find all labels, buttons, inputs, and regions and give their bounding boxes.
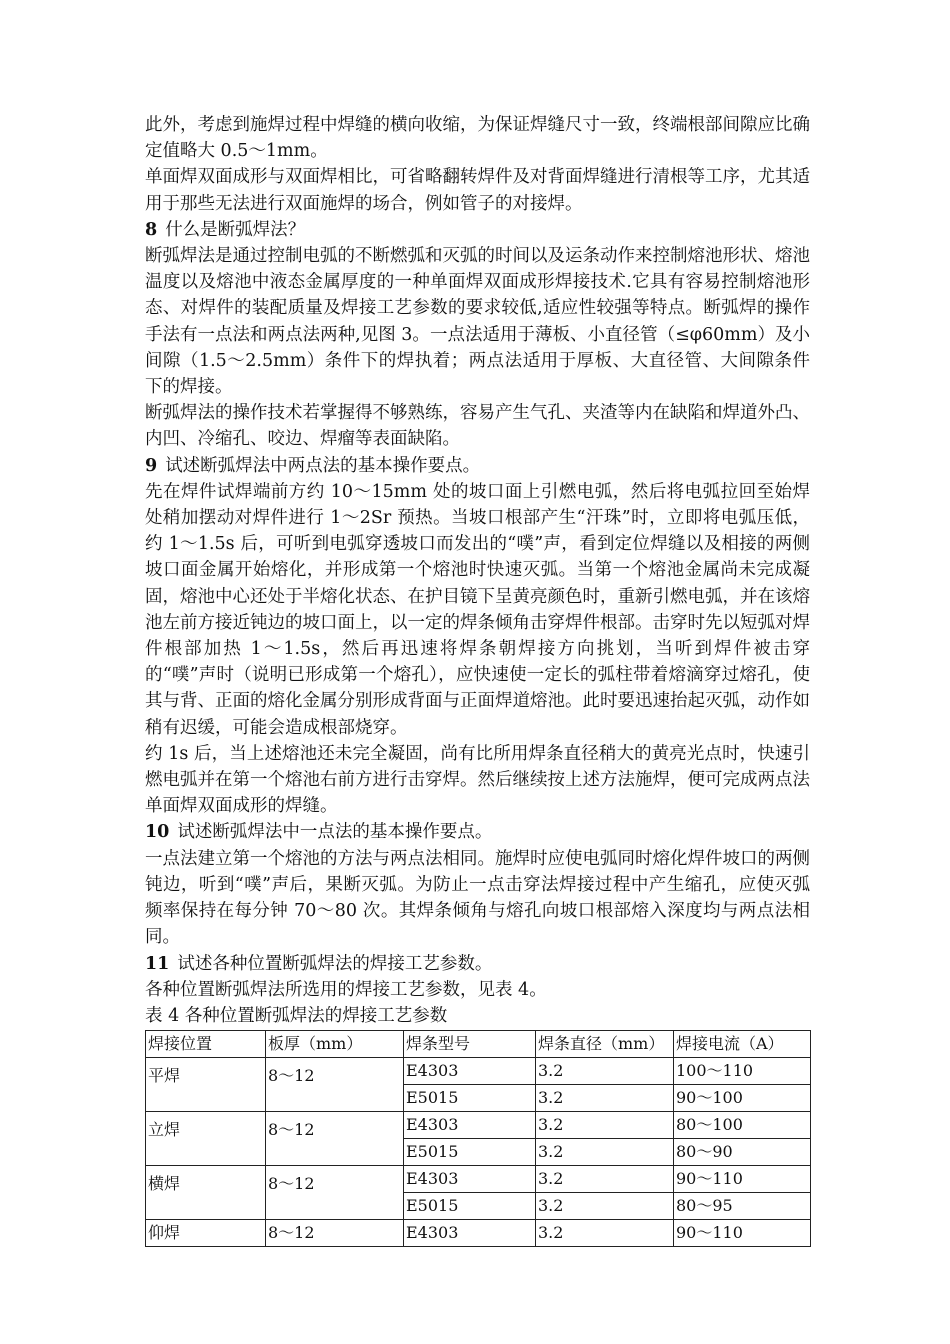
model-cell: E4303: [404, 1112, 536, 1139]
heading-number: 10: [145, 822, 170, 843]
body-paragraph: 断弧焊法是通过控制电弧的不断燃弧和灭弧的时间以及运条动作来控制熔池形状、熔池温度以及熔池中液态金属厚度的一种单面焊双面成形焊接技术.它具有容易控制熔池形态、对焊件的装配质量及焊接工艺参数的要求较低,适应性较强等特点。断弧焊的操作手法有一点法和两点法两种,见图 3。一点法适用于薄板、小直径管（≤φ60mm）及小间隙（1.5～2.5mm）条件下的焊执着；两点法适用于厚板、大直径管、大间隙条件下的焊接。: [145, 246, 810, 398]
table-row: [146, 1220, 811, 1247]
body-paragraph: 此外，考虑到施焊过程中焊缝的横向收缩，为保证焊缝尺寸一致，终端根部间隙应比确定值略大 0.5～1mm。: [145, 115, 810, 162]
position-cell: 立焊: [146, 1112, 266, 1166]
diameter-cell: 3.2: [536, 1193, 674, 1220]
header-cell: 焊接电流（A）: [674, 1031, 811, 1058]
heading-text: 试述断弧焊法中两点法的基本操作要点。: [165, 455, 481, 476]
diameter-cell: 3.2: [536, 1085, 674, 1112]
body-paragraph: 断弧焊法的操作技术若掌握得不够熟练，容易产生气孔、夹渣等内在缺陷和焊道外凸、内凹、冷缩孔、咬边、焊瘤等表面缺陷。: [145, 403, 810, 450]
welding-parameters-table: [145, 1030, 811, 1247]
current-cell: 90～110: [674, 1166, 811, 1193]
current-cell: 90～110: [674, 1220, 811, 1247]
thickness-cell: 8～12: [266, 1166, 404, 1220]
table-header-row: [146, 1031, 811, 1058]
thickness-cell: 8～12: [266, 1220, 404, 1247]
paragraph-list: [145, 112, 810, 1003]
model-cell: E5015: [404, 1085, 536, 1112]
table-row: [146, 1112, 811, 1139]
model-cell: E4303: [404, 1220, 536, 1247]
model-cell: E5015: [404, 1193, 536, 1220]
header-cell: 焊接位置: [146, 1031, 266, 1058]
model-cell: E5015: [404, 1139, 536, 1166]
heading-number: 11: [145, 953, 170, 974]
body-paragraph: 先在焊件试焊端前方约 10～15mm 处的坡口面上引燃电弧，然后将电弧拉回至始焊处稍加摆动对焊件进行 1～2Sr 预热。当坡口根部产生“汗珠”时，立即将电弧压低，约 1～1.5s 后，可听到电弧穿透坡口而发出的“噗”声，看到定位焊缝以及相接的两侧坡口面金属开始熔化，并形成第一个熔池时快速灭弧。当第一个熔池金属尚未完成凝固，熔池中心还处于半熔化状态、在护目镜下呈黄亮颜色时，重新引燃电弧，并在该熔池左前方接近钝边的坡口面上，以一定的焊条倾角击穿焊件根部。击穿时先以短弧对焊件根部加热 1～1.5s，然后再迅速将焊条朝焊接方向挑划，当听到焊件被击穿的“噗”声时（说明已形成第一个熔孔），应快速使一定长的弧柱带着熔滴穿过熔孔，使其与背、正面的熔化金属分别形成背面与正面焊道熔池。此时要迅速抬起灭弧，动作如稍有迟缓，可能会造成根部烧穿。: [145, 481, 810, 738]
current-cell: 80～90: [674, 1139, 811, 1166]
table-body: [146, 1058, 811, 1247]
header-cell: 板厚（mm）: [266, 1031, 404, 1058]
heading-text: 试述各种位置断弧焊法的焊接工艺参数。: [177, 953, 493, 974]
heading-text: 什么是断弧焊法？: [165, 219, 306, 240]
body-paragraph: 一点法建立第一个熔池的方法与两点法相同。施焊时应使电弧同时熔化焊件坡口的两侧钝边，听到“噗”声后，果断灭弧。为防止一点击穿法焊接过程中产生缩孔，应使灭弧频率保持在每分钟 70～80 次。其焊条倾角与熔孔向坡口根部熔入深度均与两点法相同。: [145, 848, 810, 948]
heading-number: 8: [145, 219, 158, 240]
header-cell: 焊条型号: [404, 1031, 536, 1058]
body-paragraph: 约 1s 后，当上述熔池还未完全凝固，尚有比所用焊条直径稍大的黄亮光点时，快速引燃电弧并在第一个熔池右前方进行击穿焊。然后继续按上述方法施焊，便可完成两点法单面焊双面成形的焊缝。: [145, 743, 810, 817]
body-paragraph: 单面焊双面成形与双面焊相比，可省略翻转焊件及对背面焊缝进行清根等工序，尤其适用于那些无法进行双面施焊的场合，例如管子的对接焊。: [145, 167, 810, 214]
table-row: [146, 1058, 811, 1085]
thickness-cell: 8～12: [266, 1112, 404, 1166]
thickness-cell: 8～12: [266, 1058, 404, 1112]
diameter-cell: 3.2: [536, 1220, 674, 1247]
model-cell: E4303: [404, 1058, 536, 1085]
heading-number: 9: [145, 455, 158, 476]
heading-text: 试述断弧焊法中一点法的基本操作要点。: [177, 822, 493, 843]
table-row: [146, 1166, 811, 1193]
table-caption: 表 4 各种位置断弧焊法的焊接工艺参数: [145, 1005, 448, 1026]
section-heading: [145, 951, 810, 977]
current-cell: 100～110: [674, 1058, 811, 1085]
position-cell: 横焊: [146, 1166, 266, 1220]
model-cell: E4303: [404, 1166, 536, 1193]
section-heading: [145, 819, 810, 845]
current-cell: 80～95: [674, 1193, 811, 1220]
position-cell: 平焊: [146, 1058, 266, 1112]
document-body: [145, 112, 810, 1247]
diameter-cell: 3.2: [536, 1058, 674, 1085]
current-cell: 80～100: [674, 1112, 811, 1139]
header-cell: 焊条直径（mm）: [536, 1031, 674, 1058]
diameter-cell: 3.2: [536, 1139, 674, 1166]
diameter-cell: 3.2: [536, 1166, 674, 1193]
current-cell: 90～100: [674, 1085, 811, 1112]
section-heading: [145, 453, 810, 479]
section-heading: [145, 217, 810, 243]
diameter-cell: 3.2: [536, 1112, 674, 1139]
position-cell: 仰焊: [146, 1220, 266, 1247]
body-paragraph: 各种位置断弧焊法所选用的焊接工艺参数，见表 4。: [145, 979, 547, 1000]
